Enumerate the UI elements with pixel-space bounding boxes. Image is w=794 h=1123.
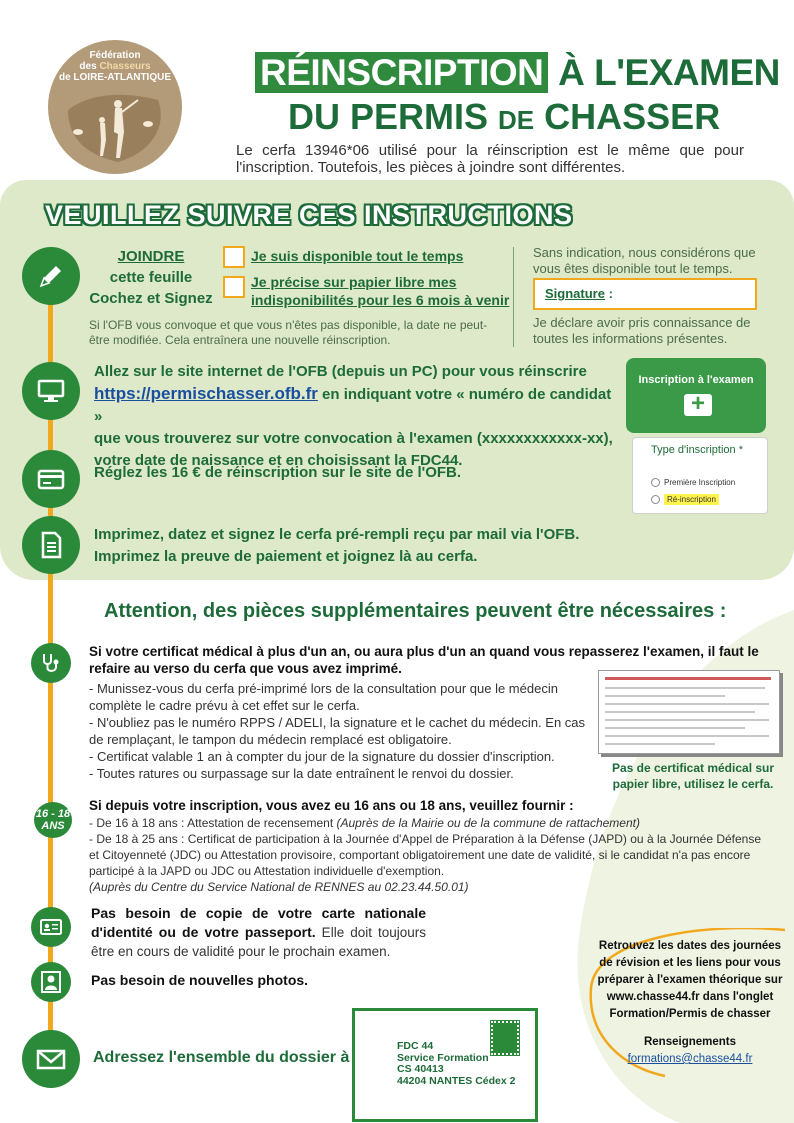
medical-details: - Munissez-vous du cerfa pré-imprimé lors de la consultation pour que le médecin complète le cadre prévu à cet effet sur le cerfa. - N'oubliez pas le numéro RPPS / ADELI, la signature et le cachet du médecin. En cas de remplaçant, le tampon du médecin remplacé est obligatoire. - Certificat valable 1 an à compter du jour de la signature du dossier d'inscription. - Toutes ratures ou surpassage sur la date entraînent le renvoi du dossier. [89, 681, 586, 781]
computer-icon [22, 362, 80, 420]
declaration-text: Je déclare avoir pris connaissance de toutes les informations présentes. [533, 315, 751, 346]
revision-info: Retrouvez les dates des journées de révision et les liens pour vous préparer à l'examen théorique sur www.chasse44.fr dans l'onglet Formation/Permis de chasser [597, 940, 783, 1020]
available-option-label: Je suis disponible tout le temps [251, 248, 464, 264]
photos-note: Pas besoin de nouvelles photos. [91, 972, 309, 988]
contact-info: Renseignements formations@chasse44.fr [594, 1034, 786, 1068]
radio-reinscription: Ré-inscription [651, 495, 719, 504]
print-step: Imprimez, datez et signez le cerfa pré-rempli reçu par mail via l'OFB. Imprimez la preuve de paiement et joignez là au cerfa. [94, 526, 580, 565]
age-heading: Si depuis votre inscription, vous avez eu 16 ans ou 18 ans, veuillez fournir : [89, 798, 574, 813]
identity-note: Pas besoin de copie de votre carte nationale d'identité ou de votre passeport. Elle doit toujours être en cours de validité pour le prochain examen. [91, 905, 426, 959]
default-availability-note: Sans indication, nous considérons que vous êtes disponible tout le temps. [533, 245, 756, 276]
radio-first-inscription: Première Inscription [651, 478, 735, 487]
unavailability-option-label: Je précise sur papier libre mes indisponibilités pour les 6 mois à venir [251, 274, 510, 308]
page-title: RÉINSCRIPTION À L'EXAMEN [255, 52, 780, 94]
send-instruction: Adressez l'ensemble du dossier à [93, 1049, 350, 1066]
add-folder-icon [684, 394, 712, 416]
ofb-inscription-card: Inscription à l'examen + [626, 358, 766, 433]
ofb-link[interactable]: https://permischasser.ofb.fr [94, 384, 318, 403]
envelope-icon [22, 1030, 80, 1088]
mailing-address: FDC 44 Service Formation CS 40413 44204 NANTES Cédex 2 [352, 1008, 538, 1122]
age-details: - De 16 à 18 ans : Attestation de recensement (Auprès de la Mairie ou de la commune de rattachement) - De 18 à 25 ans : Certificat de participation à la Journée d'Appel de Préparation à la Défense (JAPD) ou à la Journée Défense et Citoyenneté (JDC) ou Attestation provisoire, comportant obligatoirement une date de validité, si le candidat n'a pas encore participé à la JAPD ou JDC ou Attestation individuelle d'exemption. (Auprès du Centre du Service National de RENNES au 02.23.44.50.01) [89, 816, 762, 894]
convocation-note: Si l'OFB vous convoque et que vous n'êtes pas disponible, la date ne peut-être modifiée. Cela entraînera une nouvelle réinscription. [89, 318, 488, 347]
pencil-icon [22, 247, 80, 305]
signature-label: Signature : [545, 286, 613, 301]
contact-email-link[interactable]: formations@chasse44.fr [627, 1053, 753, 1065]
payment-step: Réglez les 16 € de réinscription sur le site de l'OFB. [94, 464, 462, 481]
intro-text: Le cerfa 13946*06 utilisé pour la réinscription est le même que pour l'inscription. Toutefois, les pièces à joindre sont différentes. [236, 142, 744, 176]
signature-field[interactable] [533, 278, 757, 310]
hunter-silhouette-icon [48, 40, 182, 174]
id-card-icon [31, 907, 71, 947]
document-icon [22, 516, 80, 574]
ofb-website-step: Allez sur le site internet de l'OFB (depuis un PC) pour vous réinscrire https://permischasser.ofb.fr en indiquant votre « numéro de candidat » que vous trouverez sur votre convocation à l'examen (xxxxxxxxxxxx-xx), votre date de naissance et en choisissant la FDC44. [94, 363, 613, 469]
cerfa-caption: Pas de certificat médical sur papier libre, utilisez le cerfa. [611, 761, 775, 791]
photo-portrait-icon [31, 962, 71, 1002]
credit-card-icon [22, 450, 80, 508]
ofb-inscription-type-form: Type d'inscription * Première Inscription Ré-inscription [632, 437, 768, 514]
available-checkbox[interactable] [223, 246, 245, 268]
medical-heading: Si votre certificat médical à plus d'un an, ou aura plus d'un an quand vous repasserez l'examen, il faut le refaire au verso du cerfa que vous avez imprimé. [89, 644, 759, 676]
instructions-title: VEUILLEZ SUIVRE CES INSTRUCTIONS [45, 200, 573, 230]
join-instruction: JOINDRE cette feuille Cochez et Signez [89, 248, 213, 307]
age-16-18-badge: 16 - 18 ANS [34, 802, 72, 838]
federation-logo: Fédération des Chasseurs de LOIRE-ATLANTIQUE [48, 40, 182, 174]
divider [513, 247, 514, 347]
attention-heading: Attention, des pièces supplémentaires peuvent être nécessaires : [104, 600, 727, 622]
page-title-line2: DU PERMIS DE CHASSER [288, 96, 721, 137]
stethoscope-icon [31, 643, 71, 683]
unavailability-checkbox[interactable] [223, 276, 245, 298]
cerfa-preview-image [598, 670, 780, 754]
